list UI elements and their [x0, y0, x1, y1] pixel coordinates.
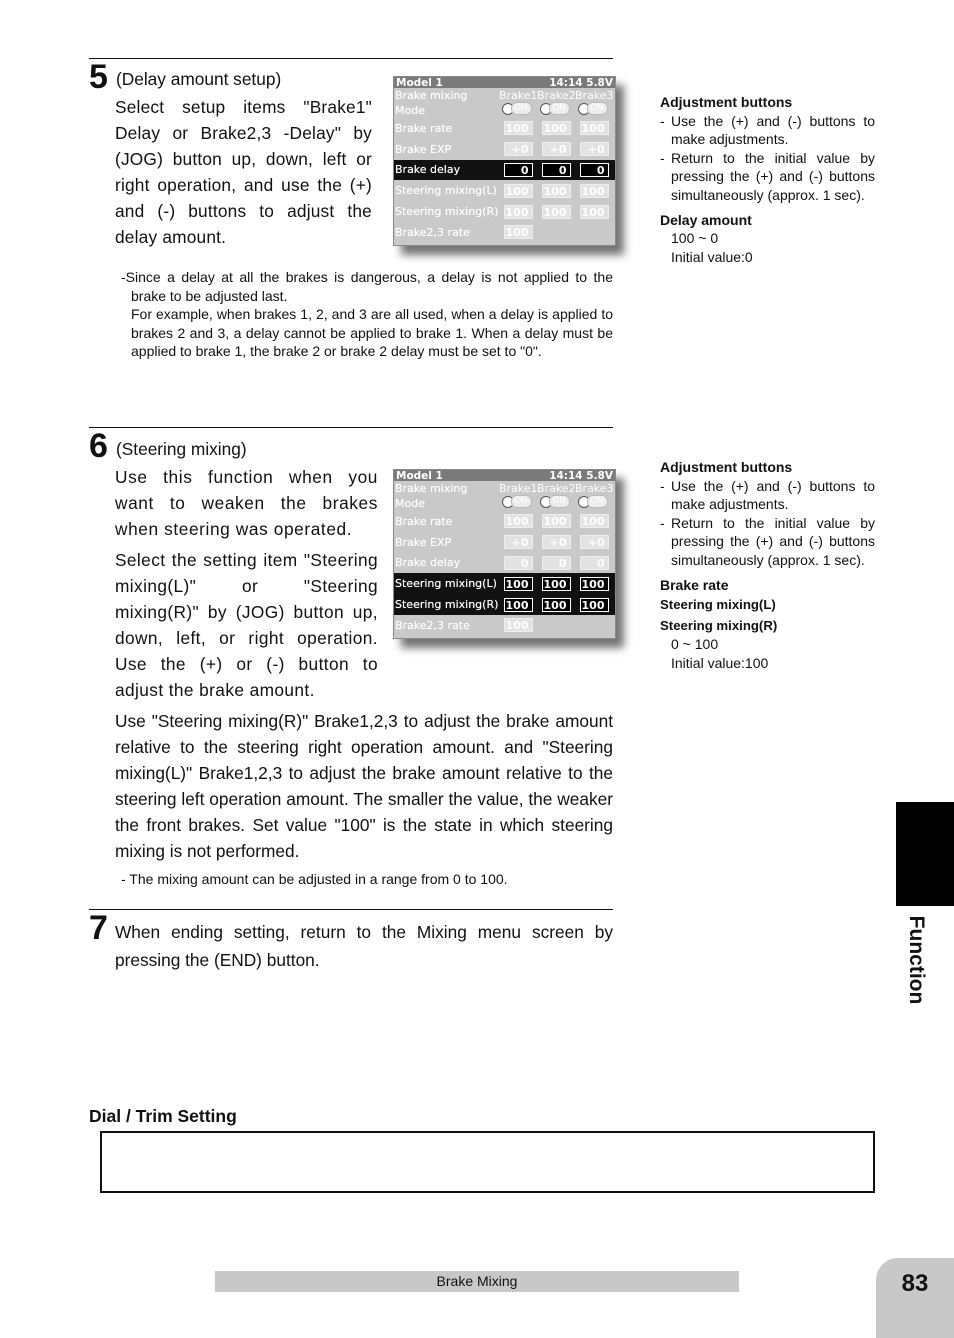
step7-rule	[89, 909, 613, 910]
lcd-value: +0	[580, 142, 609, 156]
section-tab-label: Function	[905, 915, 928, 1005]
section-tab-label-wrap	[896, 910, 936, 1010]
section-tab-marker	[896, 802, 954, 906]
step6-note: - The mixing amount can be adjusted in a range from 0 to 100.	[121, 871, 508, 887]
lcd-value: 100	[504, 514, 533, 528]
bullet-dash: -	[660, 149, 665, 166]
lcd-mode-toggle: ON	[502, 495, 535, 508]
lcd-rate-label: Brake rate	[395, 514, 453, 528]
side-initial: Initial value:0	[671, 248, 753, 265]
lcd-value: 100	[504, 121, 533, 135]
lcd-mode-toggle: ON	[578, 102, 611, 115]
lcd-model: Model 1	[396, 469, 443, 482]
lcd-value: 100	[504, 598, 533, 612]
lcd-value: 0	[580, 556, 609, 570]
lcd-exp-label: Brake EXP	[395, 535, 452, 549]
step6-text-3: Use "Steering mixing(R)" Brake1,2,3 to adjust the brake amount relative to the steering right operation amount. and "Steering mixing(L)" Brake1,2,3 to adjust the brake amount relative to the steering left operation amount. The smaller the value, the weaker the front brakes. Set value "100" is the state in which steering mixing is not performed.	[115, 711, 613, 861]
step5-title: (Delay amount setup)	[116, 69, 282, 89]
step6-text-2: Select the setting item "Steering mixing(L)" or "Steering mixing(R)" by (JOG) button up, down, left, or right operation. Use the (+) or (-) button to adjust the brake amount.	[115, 550, 378, 700]
lcd-screen-delay	[393, 76, 616, 246]
step6-rule	[89, 427, 613, 428]
step6-title: (Steering mixing)	[116, 439, 247, 459]
lcd-value: 100	[580, 205, 609, 219]
lcd-value: 100	[542, 577, 571, 591]
lcd-screen-steering	[393, 469, 616, 639]
side-range: 0 ~ 100	[671, 636, 719, 653]
lcd-header-label: Brake mixing	[395, 88, 468, 102]
lcd-mixl-label: Steering mixing(L)	[395, 577, 497, 591]
lcd-value: 100	[542, 514, 571, 528]
lcd-model: Model 1	[396, 76, 443, 89]
step6-text-1: Use this function when you want to weaken the brakes when steering was operated.	[115, 467, 378, 539]
step5-sidebar	[660, 93, 875, 266]
lcd-value: 100	[580, 514, 609, 528]
side-heading: Brake rate	[660, 576, 729, 593]
lcd-value: 0	[504, 163, 533, 177]
lcd-b23-label: Brake2,3 rate	[395, 618, 470, 632]
step7-number: 7	[89, 909, 108, 947]
lcd-value: +0	[542, 535, 571, 549]
step6-number: 6	[89, 427, 108, 465]
lcd-col-brake3: Brake3	[575, 88, 614, 102]
lcd-mixr-label: Steering mixing(R)	[395, 598, 499, 612]
step5-number: 5	[89, 58, 108, 96]
lcd-value: +0	[504, 535, 533, 549]
side-heading: Steering mixing(R)	[660, 617, 778, 633]
lcd-value: +0	[580, 535, 609, 549]
lcd-value: 0	[580, 163, 609, 177]
lcd-value: +0	[504, 142, 533, 156]
bullet-dash: -	[660, 112, 665, 129]
lcd-mixr-label: Steering mixing(R)	[395, 205, 499, 219]
side-initial: Initial value:100	[671, 654, 769, 671]
step5-note-2: For example, when brakes 1, 2, and 3 are all used, when a delay is applied to brakes 2 and 3, a delay cannot be applied to brake 1. When a delay must be applied to brake 1, the brake 2 or brake 2 delay must be set to "0".	[131, 306, 613, 360]
dial-trim-heading: Dial / Trim Setting	[89, 1106, 237, 1126]
side-item: Return to the initial value by pressing the (+) and (-) buttons simultaneously (approx. 1 sec).	[671, 149, 875, 203]
side-heading: Adjustment buttons	[660, 94, 793, 110]
lcd-value: +0	[542, 142, 571, 156]
bullet-dash: -	[660, 514, 665, 531]
lcd-value: 0	[542, 556, 571, 570]
lcd-value: 100	[504, 618, 533, 632]
lcd-mode-toggle: ON	[540, 102, 573, 115]
lcd-value: 100	[504, 225, 533, 239]
lcd-mode-label: Mode	[395, 103, 425, 117]
side-item: Use the (+) and (-) buttons to make adjustments.	[671, 477, 875, 513]
lcd-header-label: Brake mixing	[395, 481, 468, 495]
step5-note	[121, 268, 613, 361]
page-number: 83	[901, 1270, 929, 1297]
lcd-col-brake1: Brake1	[499, 481, 538, 495]
lcd-col-brake1: Brake1	[499, 88, 538, 102]
lcd-value: 100	[542, 184, 571, 198]
side-range: 100 ~ 0	[671, 230, 719, 247]
step5-text: Select setup items "Brake1" Delay or Brake2,3 -Delay" by (JOG) button up, down, left or right operation, and use the (+) and (-) buttons to adjust the delay amount.	[115, 97, 372, 247]
lcd-value: 100	[580, 184, 609, 198]
step5-rule	[89, 58, 613, 59]
side-heading: Delay amount	[660, 211, 752, 228]
lcd-mode-toggle: ON	[540, 495, 573, 508]
lcd-value: 100	[504, 577, 533, 591]
lcd-status: 14:14 5.8V	[549, 76, 613, 89]
lcd-delay-label: Brake delay	[395, 163, 461, 177]
lcd-value: 100	[580, 598, 609, 612]
lcd-col-brake3: Brake3	[575, 481, 614, 495]
dial-trim-box	[100, 1131, 875, 1193]
lcd-value: 0	[504, 556, 533, 570]
lcd-value: 100	[580, 121, 609, 135]
lcd-mode-toggle: ON	[502, 102, 535, 115]
lcd-b23-label: Brake2,3 rate	[395, 225, 470, 239]
lcd-value: 100	[542, 121, 571, 135]
lcd-value: 100	[580, 577, 609, 591]
step5-note-1: -Since a delay at all the brakes is dangerous, a delay is not applied to the brake to be adjusted last.	[121, 269, 613, 304]
lcd-status: 14:14 5.8V	[549, 469, 613, 482]
lcd-mode-toggle: ON	[578, 495, 611, 508]
lcd-value: 100	[504, 184, 533, 198]
bullet-dash: -	[660, 477, 665, 494]
lcd-value: 0	[542, 163, 571, 177]
step6-sidebar	[660, 458, 875, 673]
lcd-delay-label: Brake delay	[395, 556, 461, 570]
step7-text: When ending setting, return to the Mixing menu screen by pressing the (END) button.	[115, 922, 613, 970]
lcd-col-brake2: Brake2	[537, 88, 576, 102]
lcd-value: 100	[542, 205, 571, 219]
lcd-rate-label: Brake rate	[395, 121, 453, 135]
side-item: Use the (+) and (-) buttons to make adjustments.	[671, 112, 875, 148]
side-heading: Steering mixing(L)	[660, 597, 776, 613]
lcd-mode-label: Mode	[395, 496, 425, 510]
footer-title: Brake Mixing	[215, 1271, 739, 1292]
lcd-value: 100	[504, 205, 533, 219]
lcd-mixl-label: Steering mixing(L)	[395, 184, 497, 198]
lcd-col-brake2: Brake2	[537, 481, 576, 495]
side-item: Return to the initial value by pressing the (+) and (-) buttons simultaneously (approx. 1 sec).	[671, 514, 875, 568]
lcd-exp-label: Brake EXP	[395, 142, 452, 156]
side-heading: Adjustment buttons	[660, 459, 793, 475]
lcd-value: 100	[542, 598, 571, 612]
